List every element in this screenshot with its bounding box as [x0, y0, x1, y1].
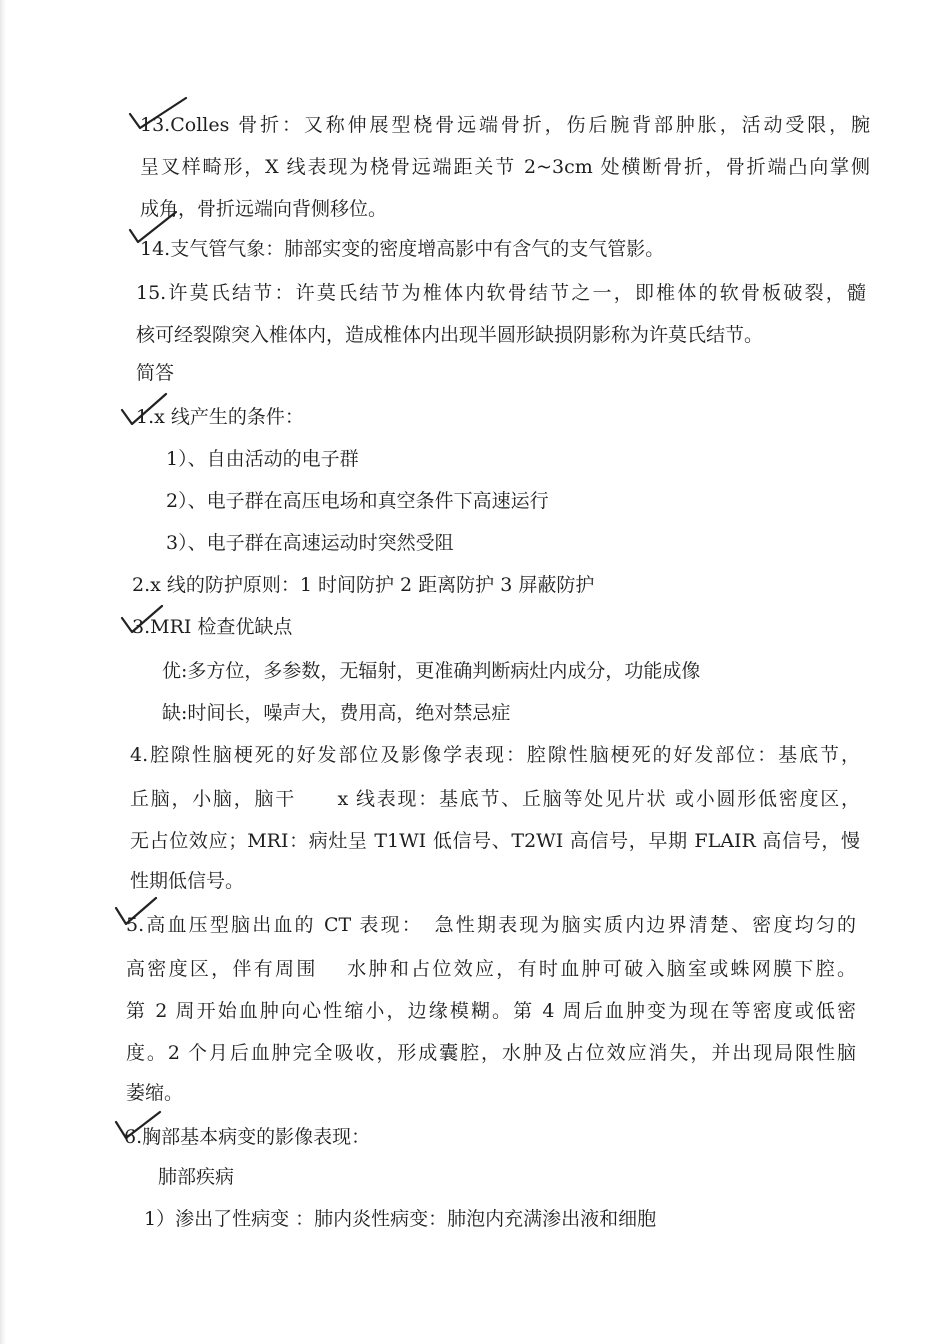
- text-line: 15.许莫氏结节：许莫氏结节为椎体内软骨结节之一，即椎体的软骨板破裂，髓: [136, 282, 866, 304]
- text-line: 2.x 线的防护原则：1 时间防护 2 距离防护 3 屏蔽防护: [132, 574, 595, 596]
- text-line: 高密度区，伴有周围 水肿和占位效应，有时血肿可破入脑室或蛛网膜下腔。: [126, 958, 856, 980]
- text-line: 第 2 周开始血肿向心性缩小，边缘模糊。第 4 周后血肿变为现在等密度或低密: [126, 1000, 856, 1022]
- text-line: 无占位效应；MRI：病灶呈 T1WI 低信号、T2WI 高信号，早期 FLAIR 高信号，慢: [130, 830, 860, 852]
- text-line: 6.胸部基本病变的影像表现：: [124, 1126, 371, 1148]
- text-line: 度。2 个月后血肿完全吸收，形成囊腔，水肿及占位效应消失，并出现局限性脑: [126, 1042, 856, 1064]
- list-item: 3）、电子群在高速运动时突然受阻: [166, 532, 454, 554]
- text-line: 4.腔隙性脑梗死的好发部位及影像学表现：腔隙性脑梗死的好发部位：基底节，: [130, 744, 860, 766]
- text-line: 1.x 线产生的条件：: [136, 406, 304, 428]
- text-line: 5.高血压型脑出血的 CT 表现： 急性期表现为脑实质内边界清楚、密度均匀的: [126, 914, 856, 936]
- list-item: 1）渗出了性病变 ：肺内炎性病变：肺泡内充满渗出液和细胞: [144, 1208, 657, 1230]
- text-line: 呈叉样畸形，X 线表现为桡骨远端距关节 2~3cm 处横断骨折，骨折端凸向掌侧: [140, 156, 870, 178]
- text-line: 3.MRI 检查优缺点: [132, 616, 293, 638]
- text-line: 丘脑，小脑，脑干 x 线表现：基底节、丘脑等处见片状 或小圆形低密度区，: [130, 788, 860, 810]
- text-line: 缺:时间长，噪声大，费用高，绝对禁忌症: [162, 702, 511, 724]
- text-line: 萎缩。: [126, 1082, 184, 1104]
- section-heading: 简答: [136, 362, 175, 384]
- text-line: 性期低信号。: [130, 870, 245, 892]
- text-line: 成角，骨折远端向背侧移位。: [140, 198, 388, 220]
- text-line: 13.Colles 骨折：又称伸展型桡骨远端骨折，伤后腕背部肿胀，活动受限，腕: [140, 114, 870, 136]
- text-line: 14.支气管气象：肺部实变的密度增高影中有含气的支气管影。: [140, 238, 665, 260]
- scan-edge-shadow: [0, 0, 6, 1344]
- text-line: 核可经裂隙突入椎体内，造成椎体内出现半圆形缺损阴影称为许莫氏结节。: [136, 324, 764, 346]
- list-item: 1）、自由活动的电子群: [166, 448, 359, 470]
- text-line: 肺部疾病: [158, 1166, 235, 1188]
- list-item: 2）、电子群在高压电场和真空条件下高速运行: [166, 490, 549, 512]
- text-line: 优:多方位，多参数，无辐射，更准确判断病灶内成分，功能成像: [162, 660, 701, 682]
